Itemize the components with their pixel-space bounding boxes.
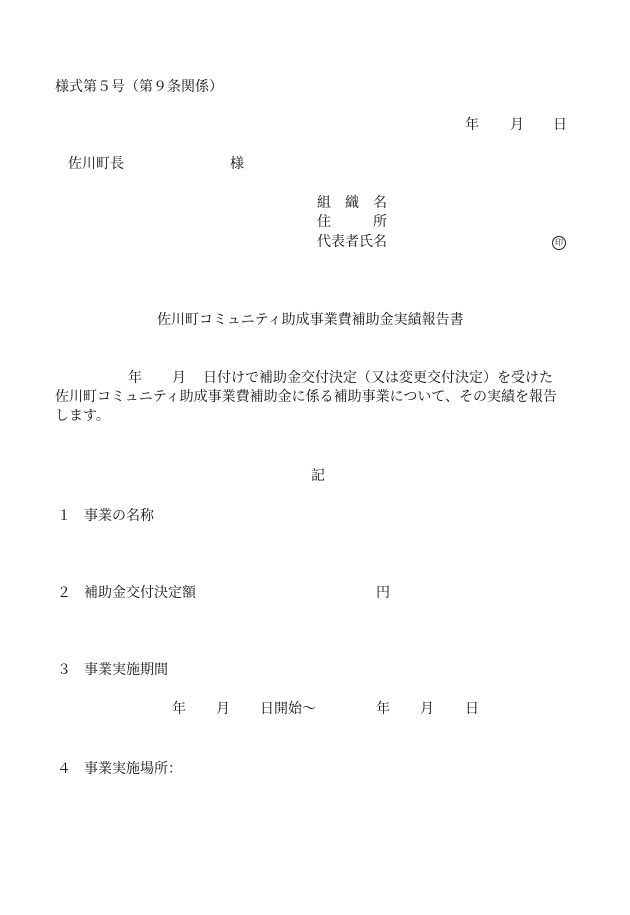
- item-number: ３: [57, 662, 71, 678]
- body-line2: 佐川町コミュニティ助成事業費補助金に係る補助事業について、その実績を報告: [55, 389, 558, 405]
- item-number: ２: [57, 585, 71, 601]
- period-start-day: 日開始～: [260, 701, 316, 717]
- period-end-month: 月: [420, 701, 434, 717]
- item-label: 事業の名称: [84, 508, 154, 524]
- period-start-month: 月: [216, 701, 230, 717]
- body-line3: します。: [55, 408, 110, 424]
- addressee-honorific: 様: [230, 156, 244, 172]
- item-label: 事業実施期間: [84, 662, 168, 678]
- period-end-day: 日: [465, 701, 479, 717]
- amount-unit: 円: [376, 585, 390, 601]
- body-line1-rest: 日付けで補助金交付決定（又は変更交付決定）を受けた: [203, 370, 553, 386]
- date-year: 年: [465, 117, 479, 133]
- form-number: 様式第５号（第９条関係）: [55, 79, 223, 95]
- period-start-year: 年: [172, 701, 186, 717]
- address-label: 住 所: [317, 214, 387, 230]
- item-label: 事業実施場所：: [84, 761, 182, 777]
- item-label: 補助金交付決定額: [84, 585, 196, 601]
- item-number: ４: [57, 761, 71, 777]
- body-year: 年: [128, 370, 142, 386]
- date-month: 月: [510, 117, 524, 133]
- org-name-label: 組 織 名: [317, 195, 387, 211]
- period-end-year: 年: [376, 701, 390, 717]
- addressee-name: 佐川町長: [68, 156, 124, 172]
- document-title: 佐川町コミュニティ助成事業費補助金実績報告書: [157, 312, 464, 328]
- item-number: １: [57, 508, 71, 524]
- body-month: 月: [172, 370, 186, 386]
- seal-icon: 印: [552, 236, 566, 250]
- representative-label: 代表者氏名: [317, 234, 387, 250]
- ki-heading: 記: [311, 468, 325, 484]
- date-day: 日: [553, 117, 567, 133]
